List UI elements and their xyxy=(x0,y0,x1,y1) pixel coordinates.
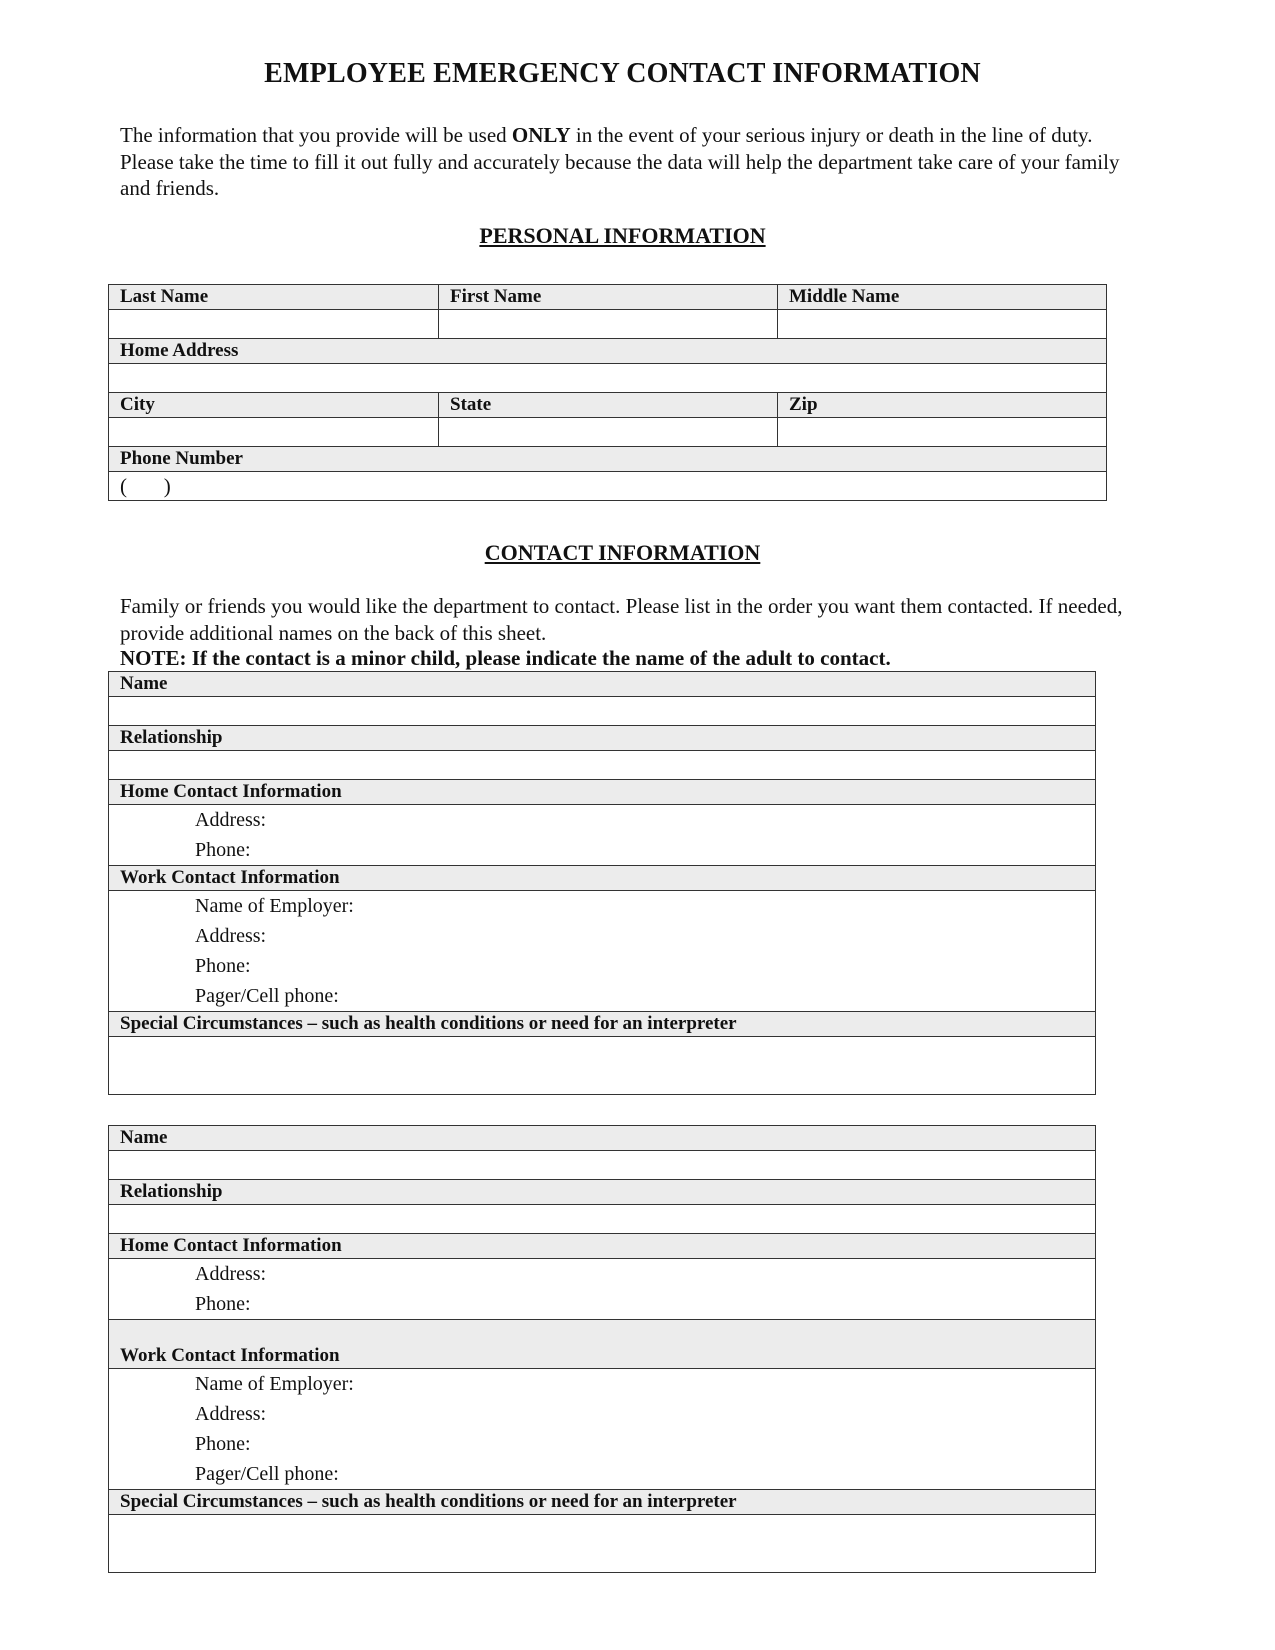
contact-2-relationship-label: Relationship xyxy=(109,1180,1096,1205)
contact-instructions: Family or friends you would like the department to contact. Please list in the order you want them contacted. If needed, provide additional names on the back of this sheet. xyxy=(120,594,1123,645)
home-address-field[interactable] xyxy=(109,364,1107,393)
phone-number-label: Phone Number xyxy=(109,447,1107,472)
contact-information-heading: CONTACT INFORMATION xyxy=(484,540,761,565)
contact-2-special-field[interactable] xyxy=(109,1515,1096,1573)
contact-1-special-field[interactable] xyxy=(109,1037,1096,1095)
contact-2-home-phone-label: Phone: xyxy=(195,1293,251,1315)
contact-1-work-info-field[interactable] xyxy=(109,891,1096,1012)
zip-label: Zip xyxy=(778,393,1107,418)
contact-2-home-info-field[interactable] xyxy=(109,1259,1096,1320)
middle-name-label: Middle Name xyxy=(778,285,1107,310)
contact-2-pager-label: Pager/Cell phone: xyxy=(195,1463,339,1485)
contact-1-home-info-field[interactable] xyxy=(109,805,1096,866)
contact-1-name-field[interactable] xyxy=(109,697,1096,726)
contact-1-employer-label: Name of Employer: xyxy=(195,895,354,917)
contact-1-home-phone-label: Phone: xyxy=(195,839,251,861)
home-address-label: Home Address xyxy=(109,339,1107,364)
last-name-field[interactable] xyxy=(109,310,439,339)
intro-paragraph: The information that you provide will be used ONLY in the event of your serious injury or death in the line of duty. Please take the time to fill it out fully and accurately because the data will help the department take care of your family and friends. xyxy=(120,123,1120,200)
state-label: State xyxy=(439,393,778,418)
page-title: EMPLOYEE EMERGENCY CONTACT INFORMATION xyxy=(264,58,981,89)
contact-1-name-label: Name xyxy=(109,672,1096,697)
personal-information-heading: PERSONAL INFORMATION xyxy=(479,223,766,248)
zip-field[interactable] xyxy=(778,418,1107,447)
contact-1-special-label: Special Circumstances – such as health conditions or need for an interpreter xyxy=(109,1012,1096,1037)
first-name-field[interactable] xyxy=(439,310,778,339)
contact-1-pager-label: Pager/Cell phone: xyxy=(195,985,339,1007)
contact-2-employer-label: Name of Employer: xyxy=(195,1373,354,1395)
contact-2-special-label: Special Circumstances – such as health conditions or need for an interpreter xyxy=(109,1490,1096,1515)
contact-2-work-info-label: Work Contact Information xyxy=(109,1320,1096,1369)
state-field[interactable] xyxy=(439,418,778,447)
contact-2-work-info-field[interactable] xyxy=(109,1369,1096,1490)
personal-information-table xyxy=(108,284,1107,501)
city-field[interactable] xyxy=(109,418,439,447)
minor-child-note: NOTE: If the contact is a minor child, please indicate the name of the adult to contact. xyxy=(120,646,891,670)
first-name-label: First Name xyxy=(439,285,778,310)
last-name-label: Last Name xyxy=(109,285,439,310)
contact-1-relationship-label: Relationship xyxy=(109,726,1096,751)
contact-1-table xyxy=(108,671,1096,1095)
contact-1-home-info-label: Home Contact Information xyxy=(109,780,1096,805)
contact-2-name-field[interactable] xyxy=(109,1151,1096,1180)
city-label: City xyxy=(109,393,439,418)
contact-1-work-address-label: Address: xyxy=(195,925,267,947)
contact-1-home-address-label: Address: xyxy=(195,809,267,831)
contact-2-home-info-label: Home Contact Information xyxy=(109,1234,1096,1259)
contact-1-relationship-field[interactable] xyxy=(109,751,1096,780)
contact-1-work-info-label: Work Contact Information xyxy=(109,866,1096,891)
middle-name-field[interactable] xyxy=(778,310,1107,339)
phone-number-field[interactable]: ( ) xyxy=(109,472,1107,501)
contact-2-home-address-label: Address: xyxy=(195,1263,267,1285)
contact-2-relationship-field[interactable] xyxy=(109,1205,1096,1234)
contact-2-work-address-label: Address: xyxy=(195,1403,267,1425)
contact-1-work-phone-label: Phone: xyxy=(195,955,251,977)
contact-2-work-phone-label: Phone: xyxy=(195,1433,251,1455)
contact-2-name-label: Name xyxy=(109,1126,1096,1151)
contact-2-table xyxy=(108,1125,1096,1573)
